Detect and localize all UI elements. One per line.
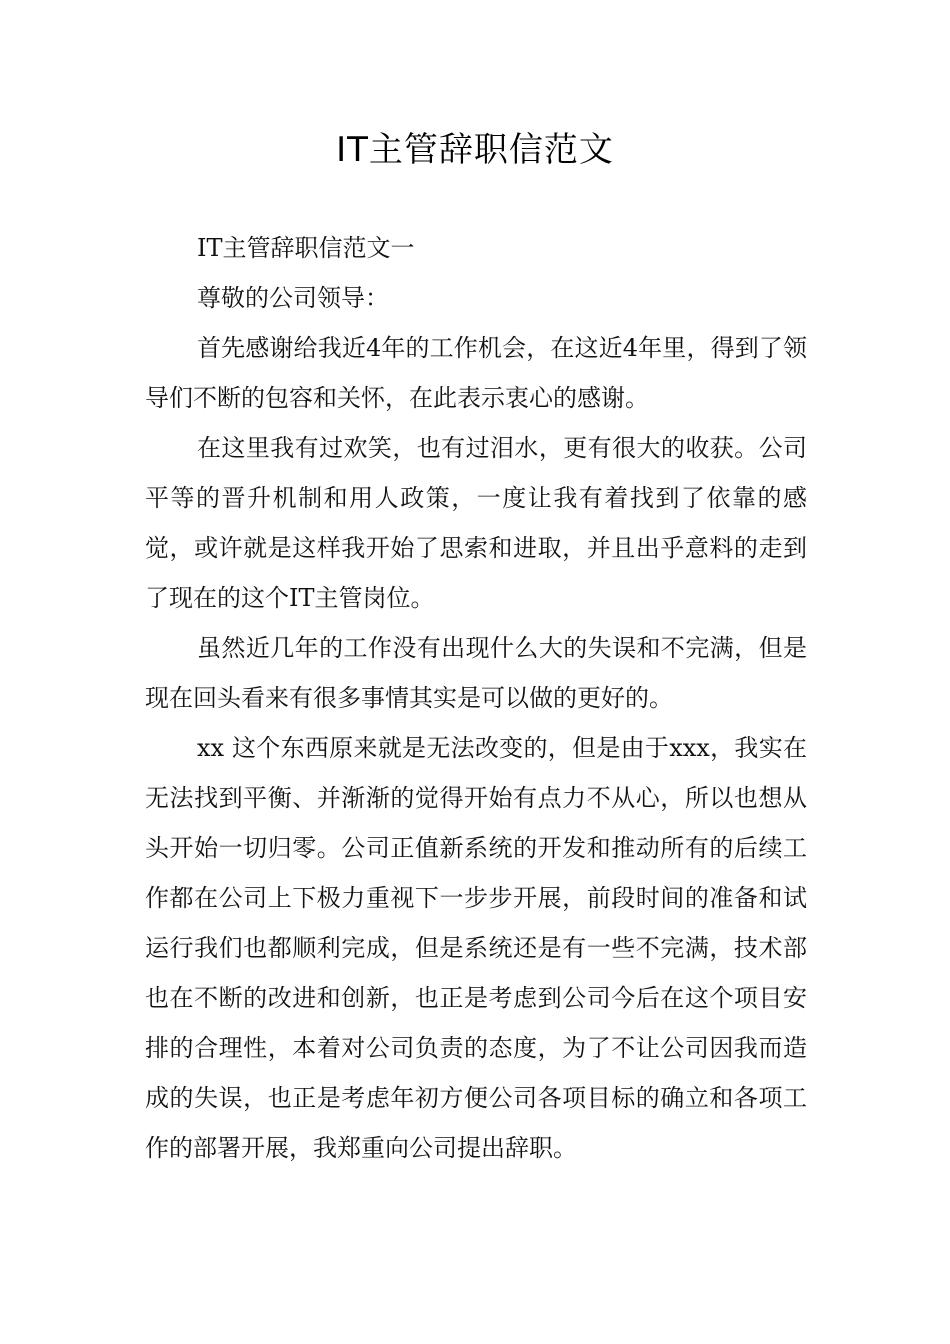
document-body [145,223,807,1173]
section-heading: IT主管辞职信范文一 [197,234,415,262]
document-title: IT主管辞职信范文 [336,130,614,170]
salutation: 尊敬的公司领导： [197,284,389,312]
paragraph-resignation: xx 这个东西原来就是无法改变的，但是由于xxx，我实在无法找到平衡、并渐渐的觉得开始有点力不从心，所以也想从头开始一切归零。公司正值新系统的开发和推动所有的后续工作都在公司上下极力重视下一步步开展，前段时间的准备和试运行我们也都顺利完成，但是系统还是有一些不完满，技术部也在不断的改进和创新，也正是考虑到公司今后在这个项目安排的合理性，本着对公司负责的态度，为了不让公司因我而造成的失误，也正是考虑年初方便公司各项目标的确立和各项工作的部署开展，我郑重向公司提出辞职。 [145,734,807,1162]
paragraph-experience: 在这里我有过欢笑，也有过泪水，更有很大的收获。公司平等的晋升机制和用人政策，一度让我有着找到了依靠的感觉，或许就是这样我开始了思索和进取，并且出乎意料的走到了现在的这个IT主管岗位。 [145,434,807,612]
paragraph-thanks: 首先感谢给我近4年的工作机会，在这近4年里，得到了领导们不断的包容和关怀，在此表示衷心的感谢。 [145,334,807,412]
paragraph-reflection: 虽然近几年的工作没有出现什么大的失误和不完满，但是现在回头看来有很多事情其实是可以做的更好的。 [145,634,807,712]
